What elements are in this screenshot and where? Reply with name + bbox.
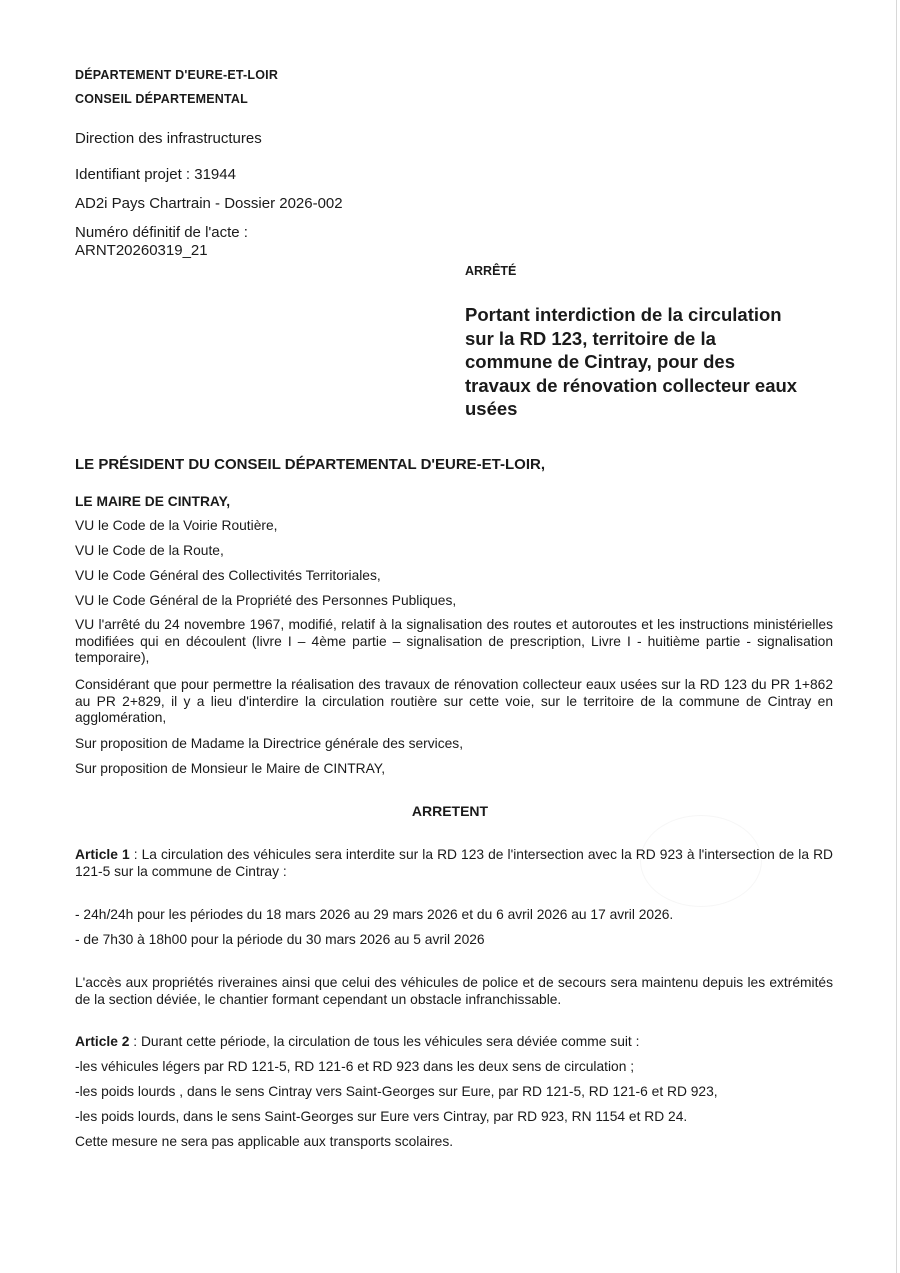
- president-heading: LE PRÉSIDENT DU CONSEIL DÉPARTEMENTAL D'EURE-ET-LOIR,: [75, 456, 545, 473]
- article-2-heavy-inbound: -les poids lourds, dans le sens Saint-Georges sur Eure vers Cintray, par RD 923, RN 1154 et RD 24.: [75, 1109, 688, 1124]
- direction: Direction des infrastructures: [75, 130, 262, 147]
- arretent-heading: ARRETENT: [411, 803, 489, 819]
- arrete-label: ARRÊTÉ: [465, 264, 517, 278]
- article-2: [75, 1034, 639, 1049]
- vu-voirie: VU le Code de la Voirie Routière,: [75, 518, 278, 533]
- article-2-heavy-outbound: -les poids lourds , dans le sens Cintray vers Saint-Georges sur Eure, par RD 121-5, RD 121-6 et RD 923,: [75, 1084, 718, 1099]
- proposition-directrice: Sur proposition de Madame la Directrice générale des services,: [75, 736, 464, 751]
- council-name: CONSEIL DÉPARTEMENTAL: [75, 92, 248, 106]
- title-line: Portant interdiction de la circulation: [465, 304, 782, 325]
- title-line: commune de Cintray, pour des: [465, 351, 736, 372]
- project-id: Identifiant projet : 31944: [75, 166, 236, 183]
- act-number-value: ARNT20260319_21: [75, 242, 208, 259]
- article-1-period-2: - de 7h30 à 18h00 pour la période du 30 mars 2026 au 5 avril 2026: [75, 932, 485, 947]
- title-line: sur la RD 123, territoire de la: [465, 327, 716, 349]
- article-1-label: Article 1: [75, 847, 130, 862]
- vu-collectivites: VU le Code Général des Collectivités Territoriales,: [75, 568, 381, 583]
- article-1: [75, 847, 833, 880]
- article-2-label: Article 2: [75, 1034, 130, 1049]
- article-1-period-1: - 24h/24h pour les périodes du 18 mars 2026 au 29 mars 2026 et du 6 avril 2026 au 17 avril 2026.: [75, 907, 674, 922]
- department-name: DÉPARTEMENT D'EURE-ET-LOIR: [75, 68, 279, 82]
- maire-heading: LE MAIRE DE CINTRAY,: [75, 494, 231, 509]
- article-1-text: : La circulation des véhicules sera interdite sur la RD 123 de l'intersection avec la RD 923 à l'intersection de la RD 121-5 sur la commune de Cintray :: [75, 847, 833, 879]
- article-2-light-vehicles: -les véhicules légers par RD 121-5, RD 121-6 et RD 923 dans les deux sens de circulation ;: [75, 1059, 635, 1074]
- scan-edge: [896, 0, 897, 1273]
- article-1-access: L'accès aux propriétés riveraines ainsi que celui des véhicules de police et de secours sera maintenu depuis les extrémités de la section déviée, le chantier formant cependant un obstacle infranchissable.: [75, 975, 833, 1007]
- article-2-school-transport: Cette mesure ne sera pas applicable aux transports scolaires.: [75, 1134, 454, 1149]
- proposition-maire: Sur proposition de Monsieur le Maire de CINTRAY,: [75, 761, 386, 776]
- vu-route: VU le Code de la Route,: [75, 543, 224, 558]
- article-2-text: : Durant cette période, la circulation de tous les véhicules sera déviée comme suit :: [129, 1034, 640, 1049]
- vu-propriete: VU le Code Général de la Propriété des Personnes Publiques,: [75, 593, 457, 608]
- act-number-label: Numéro définitif de l'acte :: [75, 224, 248, 241]
- title-line: travaux de rénovation collecteur eaux: [465, 374, 798, 396]
- dossier: AD2i Pays Chartrain - Dossier 2026-002: [75, 195, 343, 212]
- vu-arrete-1967: VU l'arrêté du 24 novembre 1967, modifié, relatif à la signalisation des routes et autoroutes et les instructions ministérielles modifiées qui en découlent (livre I – 4ème partie – signalisation de prescription, Livre I - huitième partie - signalisation temporaire),: [75, 617, 833, 665]
- title-line: usées: [465, 398, 518, 419]
- considerant: Considérant que pour permettre la réalisation des travaux de rénovation collecteur eaux usées sur la RD 123 du PR 1+862 au PR 2+829, il y a lieu d'interdire la circulation routière sur cette voie, sur le territoire de la commune de Cintray en agglomération,: [75, 677, 833, 725]
- arrete-title: [465, 303, 845, 421]
